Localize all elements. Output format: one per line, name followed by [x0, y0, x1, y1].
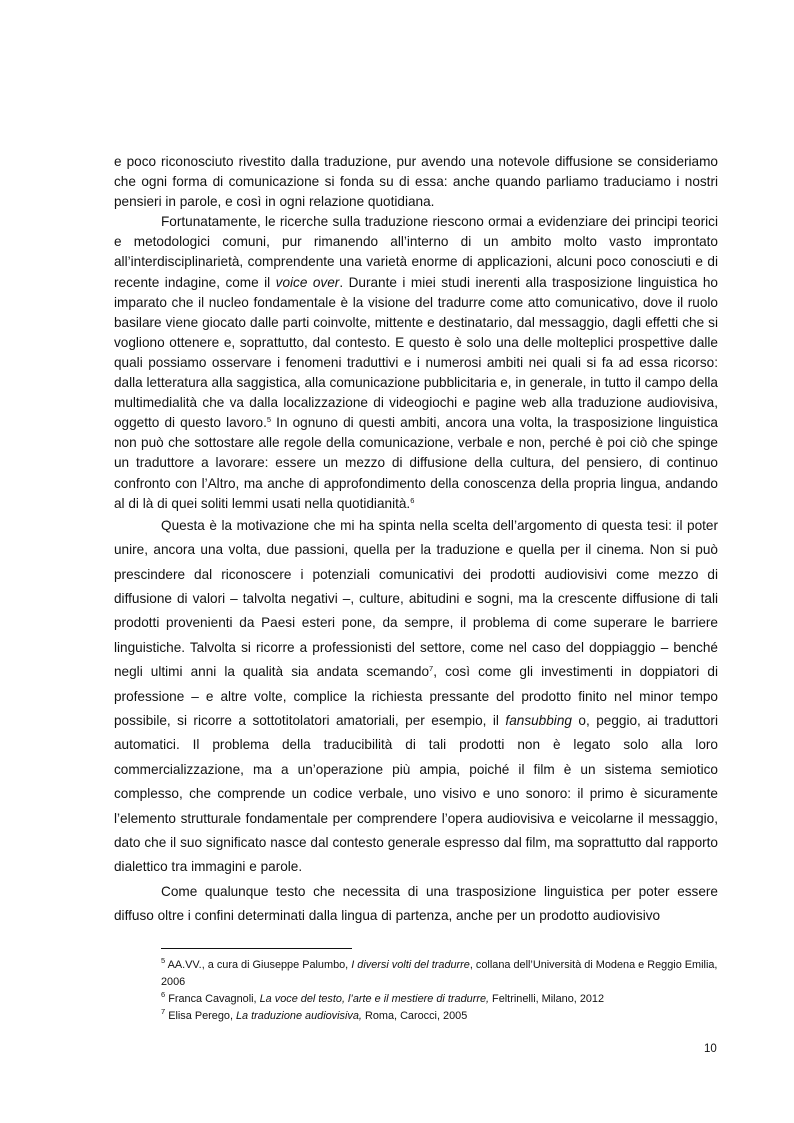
- footnote-number: 7: [161, 1007, 166, 1016]
- footnote-text: AA.VV., a cura di Giuseppe Palumbo,: [165, 959, 352, 971]
- footnote-separator: [161, 948, 352, 949]
- term-fansubbing: fansubbing: [505, 712, 572, 728]
- footnote-ref-6: 6: [410, 495, 415, 505]
- paragraph-text: Questa è la motivazione che mi ha spinta nella scelta dell’argomento di questa tesi: il poter unire, ancora una volta, due passioni, quella per la traduzione e quella per il cinema. Non si può prescindere dal riconoscere i potenziali comunicativi dei prodotti audiovisivi come mezzo di diffusione di valori – talvolta negativi –, culture, abitudini e sogni, ma la crescente diffusione di tali prodotti provenienti da Paesi esteri pone, da sempre, il problema di come superare le barriere linguistiche. Talvolta si ricorre a professionisti del settore, come nel caso del doppiaggio – benché negli ultimi anni la qualità sia andata scemando: [114, 517, 718, 680]
- footnote-number: 5: [161, 956, 166, 965]
- footnote-6: [161, 991, 721, 1008]
- footnote-ref-5: 5: [266, 415, 272, 425]
- footnote-title: I diversi volti del tradurre: [351, 959, 470, 971]
- paragraph-text: Come qualunque testo che necessita di una trasposizione linguistica per poter essere diffuso oltre i confini determinati dalla lingua di partenza, anche per un prodotto audiovisivo: [114, 883, 718, 924]
- paragraph-continuation: [114, 152, 718, 212]
- footnote-title: La voce del testo, l’arte e il mestiere di tradurre,: [259, 993, 490, 1005]
- footnote-ref-7: 7: [429, 664, 434, 674]
- paragraph-text: o, peggio, ai traduttori automatici. Il problema della traducibilità di tali prodotti non è legato solo alla loro commercializzazione, ma a un’operazione più ampia, poiché il film è un sistema semiotico complesso, che comprende un codice verbale, uno visivo e uno sonoro: il primo è sicuramente l’elemento strutturale fondamentale per comprendere l’opera audiovisiva e veicolarne il messaggio, dato che il suo significato nasce dal contesto generale espresso dal film, ma soprattutto dal rapporto dialettico tra immagini e parole.: [114, 712, 718, 875]
- footnote-5: [161, 957, 721, 991]
- paragraph-research: [114, 212, 718, 513]
- term-voice-over: voice over: [275, 274, 340, 290]
- footnote-text: Feltrinelli, Milano, 2012: [489, 993, 605, 1005]
- paragraph-text: , così come gli investimenti in doppiatori di professione – e altre volte, complice la richiesta pressante del prodotto finito nel minor tempo possibile, si ricorre a sottotitolatori amatoriali, per esempio, il: [114, 664, 718, 728]
- paragraph-text: . Durante i miei studi inerenti alla trasposizione linguistica ho imparato che il nucleo fondamentale è la visione del tradurre come atto comunicativo, dove il ruolo basilare viene giocato dalle parti coinvolte, mittente e destinatario, dal messaggio, dagli effetti che si vogliono ottenere e, soprattutto, dal contesto. E questo è solo una delle molteplici prospettive dalle quali possiamo osservare i fenomeni traduttivi e i numerosi ambiti nei quali si fa ad essa ricorso: dalla letteratura alla saggistica, alla comunicazione pubblicitaria e, in generale, in tutto il campo della multimedialità che va dalla localizzazione di videogiochi e pagine web alla traduzione audiovisiva, oggetto di questo lavoro.: [114, 274, 718, 431]
- footnotes: [161, 957, 721, 1025]
- footnote-7: [161, 1008, 721, 1025]
- footnote-text: Elisa Perego,: [165, 1010, 236, 1022]
- page-number: 10: [704, 1043, 717, 1055]
- paragraph-text: Fortunatamente, le ricerche sulla traduzione riescono ormai a evidenziare dei principi teorici e metodologici comuni, pur rimanendo all’interno di un ambito molto vasto improntato all’interdisciplinarietà, comprendente una varietà enorme di applicazioni, alcuni poco conosciuti e di recente indagine, come il: [114, 214, 718, 290]
- paragraph-text: e poco riconosciuto rivestito dalla traduzione, pur avendo una notevole diffusione se consideriamo che ogni forma di comunicazione si fonda su di essa: anche quando parliamo traduciamo i nostri pensieri in parole, e così in ogni relazione quotidiana.: [114, 154, 718, 210]
- footnote-text: , collana dell’Università di Modena e Reggio Emilia, 2006: [161, 959, 718, 988]
- paragraph-closing: [114, 880, 718, 929]
- footnote-title: La traduzione audiovisiva,: [236, 1010, 362, 1022]
- body-text: [114, 152, 718, 929]
- footnote-number: 6: [161, 990, 166, 999]
- footnote-text: Franca Cavagnoli,: [165, 993, 260, 1005]
- footnote-text: Roma, Carocci, 2005: [361, 1010, 468, 1022]
- paragraph-text: In ognuno di questi ambiti, ancora una volta, la trasposizione linguistica non può che sottostare alle regole della comunicazione, verbale e non, perché è poi ciò che spinge un traduttore a lavorare: essere un mezzo di diffusione della cultura, del pensiero, di continuo confronto con l’Altro, ma anche di approfondimento della conoscenza della propria lingua, andando al di là di quei soliti lemmi usati nella quotidianità.: [114, 415, 718, 511]
- paragraph-motivation: [114, 514, 718, 880]
